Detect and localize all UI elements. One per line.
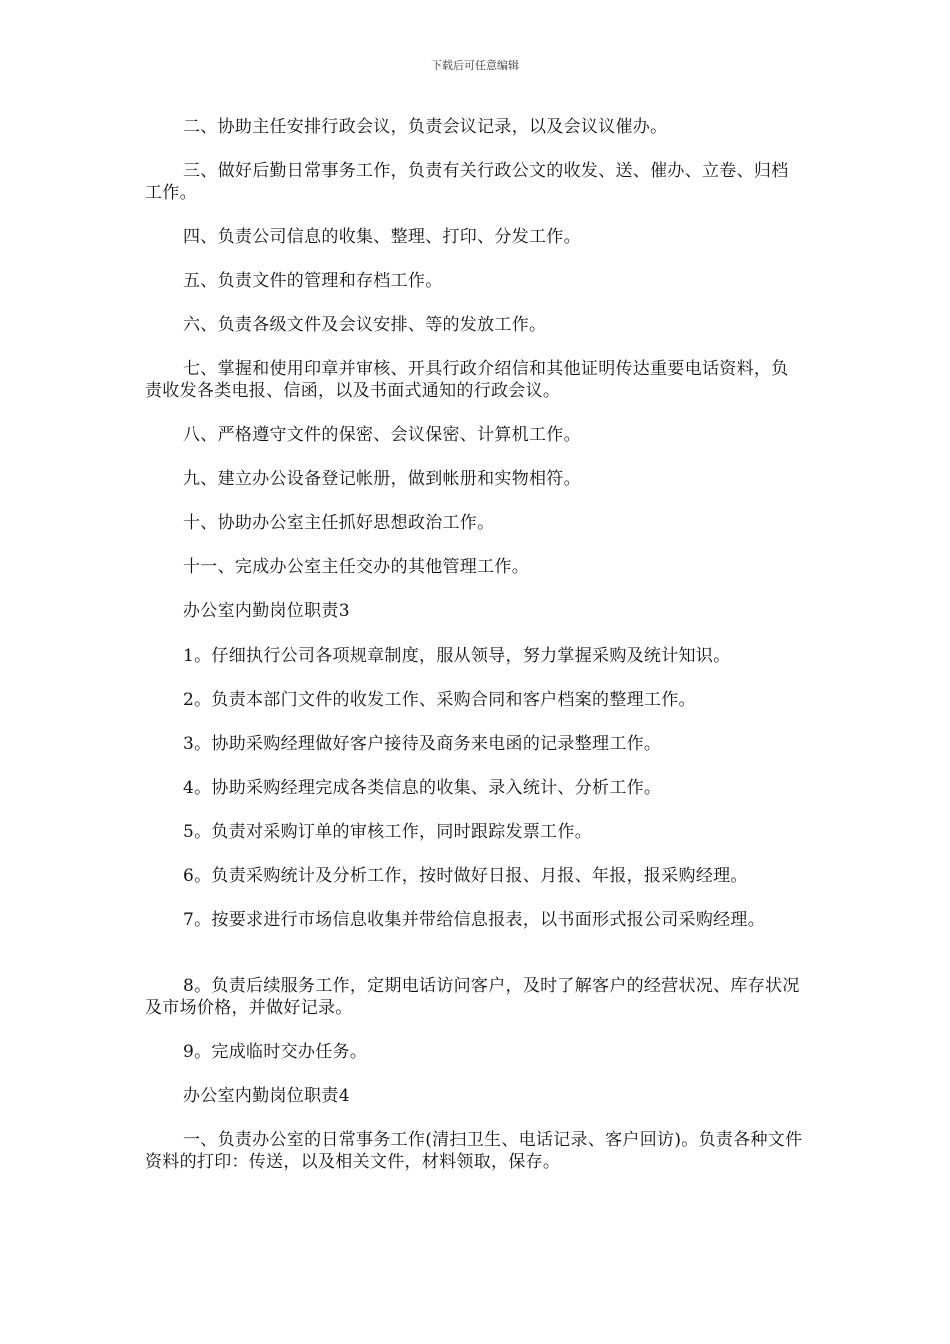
paragraph: 六、负责各级文件及会议安排、等的发放工作。 <box>183 315 547 335</box>
paragraph: 三、做好后勤日常事务工作，负责有关行政公文的收发、送、催办、立卷、归档工作。 <box>145 161 789 203</box>
page-header: 下载后可任意编辑 <box>431 59 519 72</box>
paragraph: 九、建立办公设备登记帐册，做到帐册和实物相符。 <box>183 469 581 489</box>
section-heading: 办公室内勤岗位职责3 <box>183 601 350 621</box>
list-item: 8。负责后续服务工作，定期电话访问客户，及时了解客户的经营状况、库存状况及市场价格，并做好记录。 <box>145 976 800 1018</box>
paragraph: 八、严格遵守文件的保密、会议保密、计算机工作。 <box>183 425 581 445</box>
paragraph: 七、掌握和使用印章并审核、开具行政介绍信和其他证明传达重要电话资料，负责收发各类电报、信函，以及书面式通知的行政会议。 <box>145 359 789 401</box>
paragraph: 十、协助办公室主任抓好思想政治工作。 <box>183 513 495 533</box>
list-item: 1。仔细执行公司各项规章制度，服从领导，努力掌握采购及统计知识。 <box>183 646 731 666</box>
section-heading: 办公室内勤岗位职责4 <box>183 1086 350 1106</box>
list-item: 6。负责采购统计及分析工作，按时做好日报、月报、年报，报采购经理。 <box>183 866 748 886</box>
list-item: 9。完成临时交办任务。 <box>183 1042 368 1062</box>
list-item: 7。按要求进行市场信息收集并带给信息报表，以书面形式报公司采购经理。 <box>183 910 766 930</box>
list-item: 5。负责对采购订单的审核工作，同时跟踪发票工作。 <box>183 822 593 842</box>
paragraph: 五、负责文件的管理和存档工作。 <box>183 271 443 291</box>
paragraph: 一、负责办公室的日常事务工作(清扫卫生、电话记录、客户回访)。负责各种文件资料的打印：传送，以及相关文件，材料领取，保存。 <box>145 1130 803 1172</box>
list-item: 3。协助采购经理做好客户接待及商务来电函的记录整理工作。 <box>183 734 662 754</box>
list-item: 4。协助采购经理完成各类信息的收集、录入统计、分析工作。 <box>183 778 662 798</box>
paragraph: 十一、完成办公室主任交办的其他管理工作。 <box>183 557 529 577</box>
paragraph: 四、负责公司信息的收集、整理、打印、分发工作。 <box>183 227 581 247</box>
list-item: 2。负责本部门文件的收发工作、采购合同和客户档案的整理工作。 <box>183 690 696 710</box>
paragraph: 二、协助主任安排行政会议，负责会议记录，以及会议议催办。 <box>183 117 668 137</box>
